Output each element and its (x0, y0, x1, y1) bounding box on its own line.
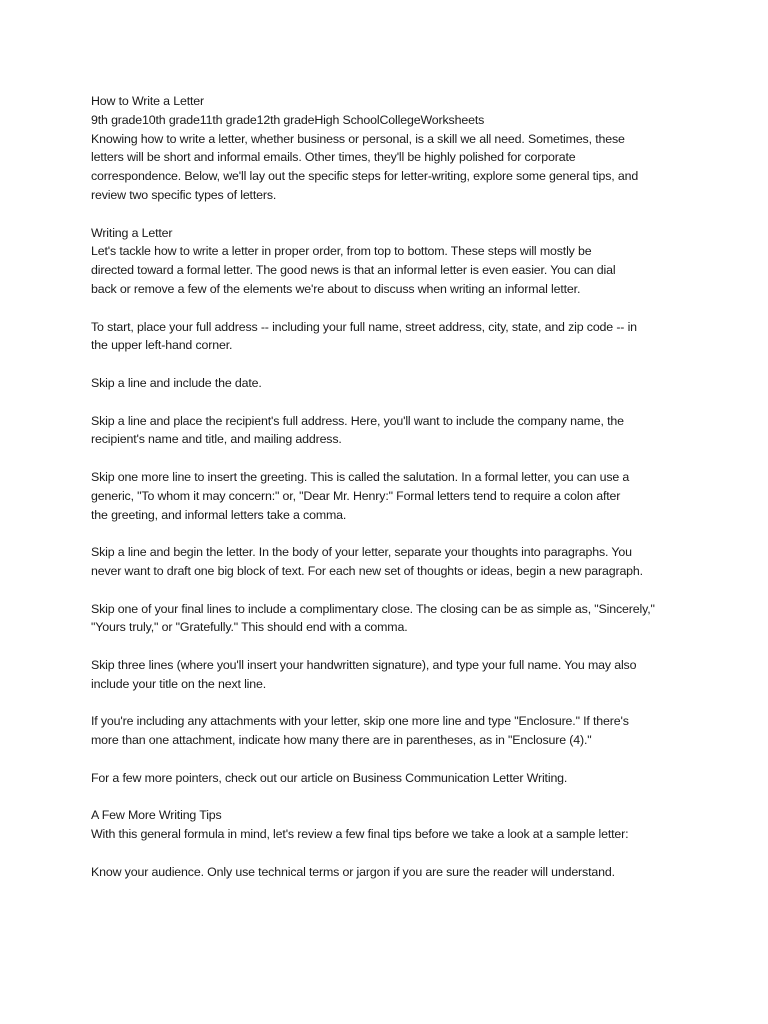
paragraph-line: For a few more pointers, check out our article on Business Communication Letter Writing. (91, 770, 568, 785)
paragraph-line: With this general formula in mind, let's review a few final tips before we take a look at a sample letter: (91, 827, 629, 842)
paragraph-line: the upper left-hand corner. (91, 338, 233, 353)
document-title: How to Write a Letter (91, 94, 205, 108)
paragraph-line: directed toward a formal letter. The good news is that an informal letter is even easier. You can dial (91, 263, 616, 278)
paragraph-line: back or remove a few of the elements we're about to discuss when writing an informal letter. (91, 281, 581, 296)
paragraph-line: correspondence. Below, we'll lay out the specific steps for letter-writing, explore some general tips, and (91, 169, 639, 184)
writing-tips-section (91, 806, 691, 844)
grade-tags: 9th grade10th grade11th grade12th gradeHigh SchoolCollegeWorksheets (91, 112, 485, 127)
document-body (91, 92, 691, 900)
paragraph-line: Skip one more line to insert the greeting. This is called the salutation. In a formal letter, you can use a (91, 469, 630, 484)
paragraph-line: generic, "To whom it may concern:" or, "Dear Mr. Henry:" Formal letters tend to require a colon after (91, 488, 621, 503)
step-body-paragraph (91, 543, 691, 581)
paragraph-line: letters will be short and informal emails. Other times, they'll be highly polished for corporate (91, 150, 576, 165)
paragraph-line: the greeting, and informal letters take a comma. (91, 507, 347, 522)
paragraph-line: Know your audience. Only use technical terms or jargon if you are sure the reader will understand. (91, 864, 615, 879)
step-date-paragraph (91, 374, 691, 393)
pointers-paragraph (91, 769, 691, 788)
paragraph-line: Knowing how to write a letter, whether business or personal, is a skill we all need. Sometimes, these (91, 131, 625, 146)
paragraph-line: never want to draft one big block of text. For each new set of thoughts or ideas, begin a new paragraph. (91, 563, 643, 578)
paragraph-line: Skip three lines (where you'll insert your handwritten signature), and type your full name. You may also (91, 657, 637, 672)
paragraph-line: If you're including any attachments with your letter, skip one more line and type "Enclosure." If there's (91, 714, 629, 729)
intro-paragraph (91, 130, 691, 205)
step-signature-paragraph (91, 656, 691, 694)
paragraph-line: Skip a line and begin the letter. In the body of your letter, separate your thoughts into paragraphs. You (91, 545, 632, 560)
writing-a-letter-section (91, 224, 691, 299)
paragraph-line: Skip a line and include the date. (91, 375, 262, 390)
step-close-paragraph (91, 600, 691, 638)
step-enclosure-paragraph (91, 712, 691, 750)
step-address-paragraph (91, 318, 691, 356)
paragraph-line: include your title on the next line. (91, 676, 267, 691)
step-recipient-paragraph (91, 412, 691, 450)
paragraph-line: recipient's name and title, and mailing address. (91, 432, 342, 447)
section-heading: Writing a Letter (91, 225, 173, 240)
section-heading: A Few More Writing Tips (91, 808, 222, 823)
paragraph-line: Let's tackle how to write a letter in proper order, from top to bottom. These steps will mostly be (91, 244, 592, 259)
paragraph-line: Skip a line and place the recipient's full address. Here, you'll want to include the company name, the (91, 413, 624, 428)
paragraph-line: review two specific types of letters. (91, 187, 277, 202)
paragraph-line: To start, place your full address -- including your full name, street address, city, state, and zip code -- in (91, 319, 637, 334)
document-header (91, 92, 691, 130)
paragraph-line: Skip one of your final lines to include a complimentary close. The closing can be as simple as, "Sincerely," (91, 601, 655, 616)
tip-audience-paragraph (91, 863, 691, 882)
paragraph-line: "Yours truly," or "Gratefully." This should end with a comma. (91, 620, 408, 635)
step-greeting-paragraph (91, 468, 691, 524)
paragraph-line: more than one attachment, indicate how many there are in parentheses, as in "Enclosure (4)." (91, 733, 592, 748)
